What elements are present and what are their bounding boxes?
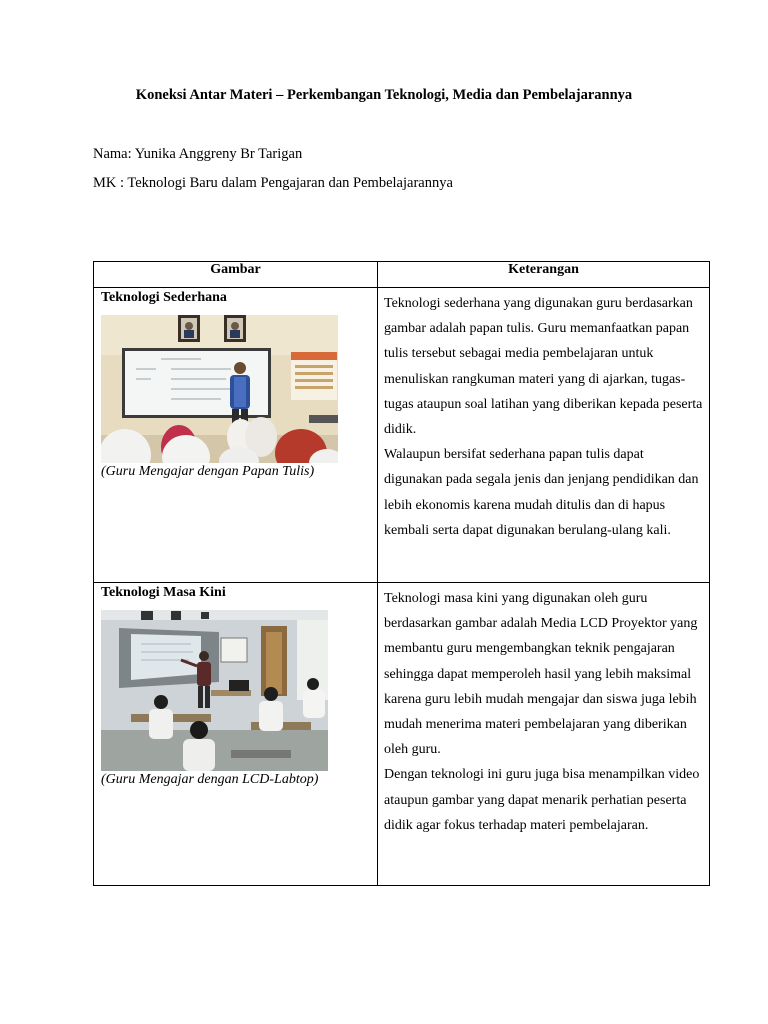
table-row — [94, 583, 710, 886]
document-title: Koneksi Antar Materi – Perkembangan Teknologi, Media dan Pembelajarannya — [135, 87, 633, 103]
description-paragraph: Walaupun bersifat sederhana papan tulis dapat digunakan pada segala jenis dan jenjang pendidikan dan lebih ekonomis karena mudah ditulis dan di hapus kembali serta dapat digunakan berulang-ulang kali. — [384, 447, 699, 538]
table-row — [94, 288, 710, 583]
image-caption: (Guru Mengajar dengan LCD-Labtop) — [101, 772, 319, 787]
section-heading: Teknologi Sederhana — [101, 290, 227, 305]
description-paragraph: Teknologi sederhana yang digunakan guru berdasarkan gambar adalah papan tulis. Guru memanfaatkan papan tulis tersebut sebagai media pembelajaran untuk menuliskan rangkuman materi yang di ajarkan, tugas-tugas ataupun soal latihan yang diberikan kepada peserta didik. — [384, 296, 703, 438]
content-table — [93, 261, 710, 886]
image-cell — [94, 288, 378, 583]
classroom-whiteboard-photo — [101, 315, 338, 463]
image-cell — [94, 583, 378, 886]
header-gambar: Gambar — [94, 262, 378, 288]
table-header-row — [94, 262, 710, 288]
header-keterangan: Keterangan — [378, 262, 710, 288]
description-cell — [378, 288, 710, 583]
classroom-projector-photo — [101, 610, 328, 771]
image-caption: (Guru Mengajar dengan Papan Tulis) — [101, 464, 315, 479]
section-heading: Teknologi Masa Kini — [101, 585, 226, 600]
student-name: Nama: Yunika Anggreny Br Tarigan — [93, 146, 303, 162]
description-cell — [378, 583, 710, 886]
description-paragraph: Teknologi masa kini yang digunakan oleh guru berdasarkan gambar adalah Media LCD Proyektor yang membantu guru mengembangkan teknik pengajaran sehingga dapat memperoleh hasil yang lebih maksimal karena guru lebih mudah mengajar dan siswa juga lebih mudah menerima materi pembelajaran yang diberikan oleh guru. — [384, 591, 698, 758]
course-name: MK : Teknologi Baru dalam Pengajaran dan Pembelajarannya — [93, 175, 453, 191]
description-paragraph: Dengan teknologi ini guru juga bisa menampilkan video ataupun gambar yang dapat menarik perhatian peserta didik agar fokus terhadap materi pembelajaran. — [384, 767, 700, 833]
